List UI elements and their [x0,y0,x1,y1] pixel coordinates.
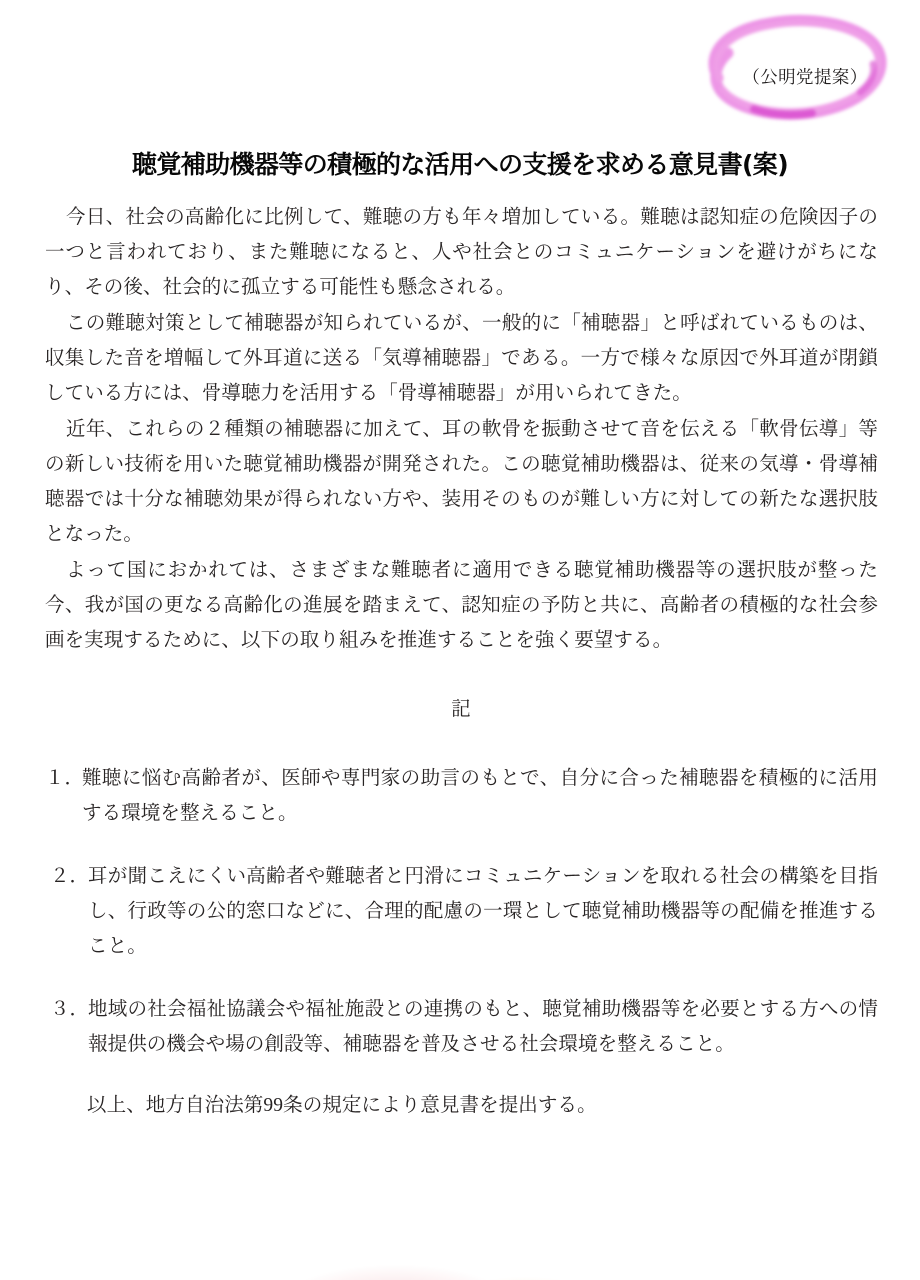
party-annotation-label: （公明党提案） [742,67,868,87]
closing-statement: 以上、地方自治法第99条の規定により意見書を提出する。 [87,1095,597,1116]
list-item [45,859,878,964]
body-paragraph: よって国におかれては、さまざまな難聴者に適用できる聴覚補助機器等の選択肢が整った今、我が国の更なる高齢化の進展を踏まえて、認知症の予防と共に、高齢者の積極的な社会参画を実現するために、以下の取り組みを推進することを強く要望する。 [45,560,878,651]
body-paragraph: この難聴対策として補聴器が知られているが、一般的に「補聴器」と呼ばれているものは、収集した音を増幅して外耳道に送る「気導補聴器」である。一方で様々な原因で外耳道が閉鎖している方には、骨導聴力を活用する「骨導補聴器」が用いられてきた。 [45,313,878,404]
page-title: 聴覚補助機器等の積極的な活用への支援を求める意見書(案) [131,149,789,179]
party-annotation [690,12,900,124]
list-item-text: 地域の社会福祉協議会や福祉施設との連携のもと、聴覚補助機器等を必要とする方への情報提供の機会や場の創設等、補聴器を普及させる社会環境を整えること。 [88,999,878,1055]
body-paragraph: 近年、これらの２種類の補聴器に加えて、耳の軟骨を振動させて音を伝える「軟骨伝導」等の新しい技術を用いた聴覚補助機器が開発された。この聴覚補助機器は、従来の気導・骨導補聴器では十分な補聴効果が得られない方や、装用そのものが難しい方に対しての新たな選択肢となった。 [45,419,878,545]
list-item-text: 難聴に悩む高齢者が、医師や専門家の助言のもとで、自分に合った補聴器を積極的に活用する環境を整えること。 [82,768,878,824]
requirements-list [45,761,878,1062]
scan-bleed-artifact [0,1160,920,1280]
section-mark: 記 [451,699,472,720]
list-item-text: 耳が聞こえにくい高齢者や難聴者と円滑にコミュニケーションを取れる社会の構築を目指し、行政等の公的窓口などに、合理的配慮の一環として聴覚補助機器等の配備を推進すること。 [88,866,878,957]
list-item-number: １． [45,768,85,789]
document-body [45,200,878,1123]
list-item-number: ３． [50,999,90,1020]
list-item-number: ２． [50,866,90,887]
list-item [45,992,878,1062]
body-paragraph: 今日、社会の高齢化に比例して、難聴の方も年々増加している。難聴は認知症の危険因子の一つと言われており、また難聴になると、人や社会とのコミュニケーションを避けがちになり、その後、社会的に孤立する可能性も懸念される。 [45,207,878,298]
list-item [45,761,878,831]
